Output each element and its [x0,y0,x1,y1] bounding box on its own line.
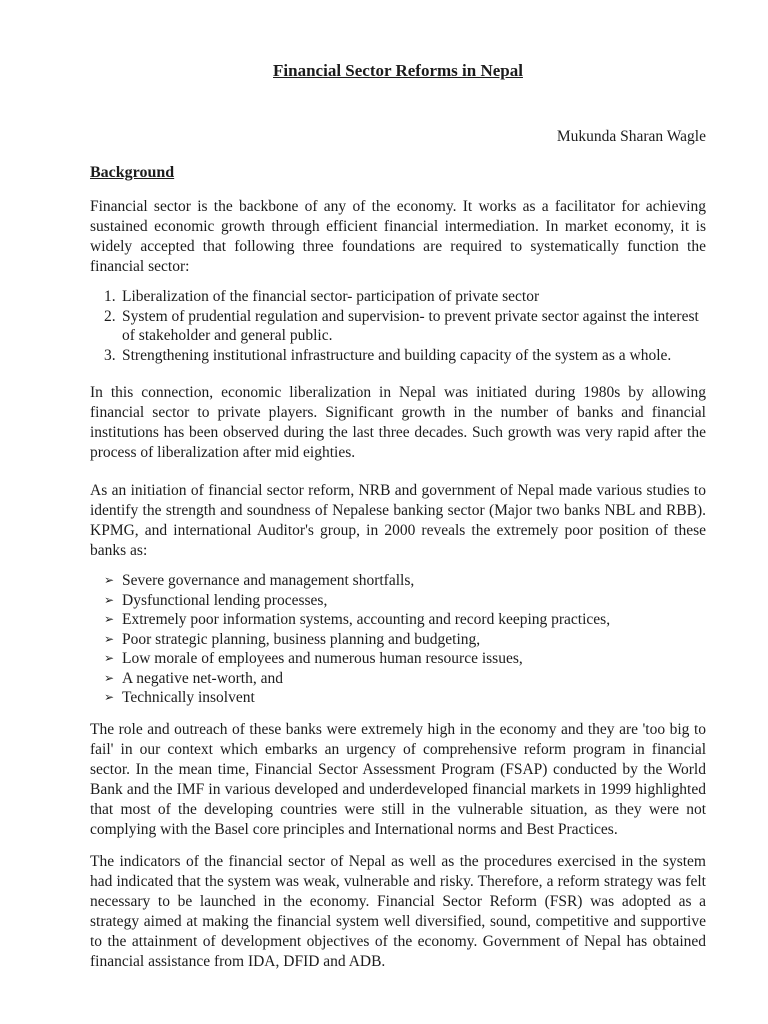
paragraph-liberalization: In this connection, economic liberalization in Nepal was initiated during 1980s by allowing financial sector to private players. Significant growth in the number of banks and financial institutions has been observed during the last three decades. Such growth was very rapid after the process of liberalization after mid eighties. [90,384,706,461]
finding-text: A negative net-worth, and [122,669,283,687]
section-heading-background: Background [90,164,175,181]
arrow-bullet-icon: ➢ [104,651,115,665]
paragraph-fsap: The role and outreach of these banks were extremely high in the economy and they are 'too big to fail' in our context which embarks an urgency of comprehensive reform program in financial sector. In the mean time, Financial Sector Assessment Program (FSAP) conducted by the World Bank and the IMF in various developed and underdeveloped financial markets in 1999 highlighted that most of the developing countries were still in the vulnerable situation, as they were not complying with the Basel core principles and International norms and Best Practices. [90,720,706,838]
foundation-number: 3. [104,346,116,364]
finding-text: Low morale of employees and numerous human resource issues, [122,650,523,667]
author-name: Mukunda Sharan Wagle [556,128,706,145]
arrow-bullet-icon: ➢ [104,612,115,626]
arrow-bullet-icon: ➢ [104,573,115,587]
finding-item [90,610,706,630]
arrow-bullet-icon: ➢ [104,690,115,704]
finding-text: Severe governance and management shortfalls, [122,572,415,589]
foundation-number: 1. [104,288,116,305]
document-title: Financial Sector Reforms in Nepal [273,61,523,80]
finding-item [90,630,706,650]
foundation-item [90,307,706,346]
foundation-item [90,346,706,366]
finding-text: Extremely poor information systems, accounting and record keeping practices, [122,611,611,628]
finding-item [90,669,706,689]
foundation-text: Strengthening institutional infrastructure and building capacity of the system as a whole. [122,346,672,364]
finding-item [90,649,706,669]
finding-text: Poor strategic planning, business planning and budgeting, [122,630,481,648]
paragraph-studies: As an initiation of financial sector reform, NRB and government of Nepal made various studies to identify the strength and soundness of Nepalese banking sector (Major two banks NBL and RBB). KPMG, and international Auditor's group, in 2000 reveals the extremely poor position of these banks as: [90,482,706,559]
finding-item [90,571,706,591]
foundation-number: 2. [104,307,116,325]
finding-text: Dysfunctional lending processes, [122,591,328,609]
arrow-bullet-icon: ➢ [104,592,115,607]
finding-item [90,688,706,708]
arrow-bullet-icon: ➢ [104,670,115,685]
foundations-list [90,287,706,365]
findings-list [90,571,706,708]
finding-item [90,591,706,611]
finding-text: Technically insolvent [122,689,255,706]
foundation-text: Liberalization of the financial sector- participation of private sector [122,288,540,305]
paragraph-intro: Financial sector is the backbone of any of the economy. It works as a facilitator for achieving sustained economic growth through efficient financial intermediation. In market economy, it is widely accepted that following three foundations are required to systematically function the financial sector: [90,198,706,275]
foundation-item [90,287,706,307]
arrow-bullet-icon: ➢ [104,631,115,646]
foundation-text: System of prudential regulation and supervision- to prevent private sector against the interest of stakeholder and general public. [122,307,699,344]
paragraph-reform: The indicators of the financial sector of Nepal as well as the procedures exercised in the system had indicated that the system was weak, vulnerable and risky. Therefore, a reform strategy was felt necessary to be launched in the economy. Financial Sector Reform (FSR) was adopted as a strategy aimed at making the financial system well diversified, sound, competitive and supportive to the attainment of development objectives of the economy. Government of Nepal has obtained financial assistance from IDA, DFID and ADB. [90,852,706,970]
